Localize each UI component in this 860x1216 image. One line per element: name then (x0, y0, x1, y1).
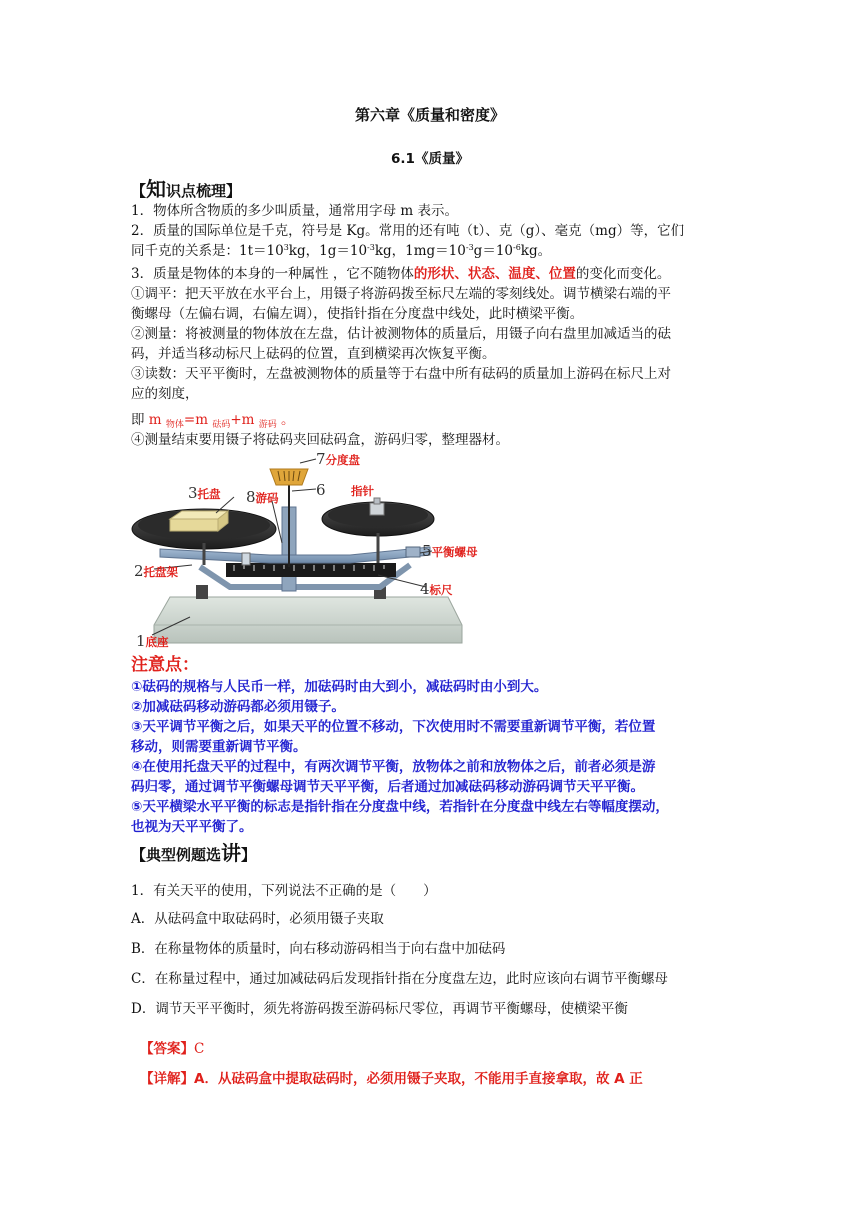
option-c: C．在称量过程中，通过加减砝码后发现指针指在分度盘左边，此时应该向右调节平衡螺母 (131, 971, 668, 987)
formula (149, 412, 295, 428)
kp-line-6: 衡螺母（左偏右调，右偏左调），使指针指在分度盘中线处，此时横梁平衡。 (131, 306, 584, 322)
exponent: -6 (513, 243, 521, 252)
kp-line-7: ②测量：将被测量的物体放在左盘，估计被测物体的质量后，用镊子向右盘里加减适当的砝 (131, 326, 671, 342)
note-4b: 码归零，通过调节平衡螺母调节天平平衡，后者通过加减砝码移动游码调节天平平衡。 (131, 779, 644, 795)
label-name: 指针 (350, 484, 374, 498)
explanation-line (140, 1070, 643, 1088)
note-2: ②加减砝码移动游码都必须用镊子。 (131, 699, 345, 715)
kp-line-10: 应的刻度， (131, 386, 199, 402)
answer-value: C (194, 1041, 205, 1057)
figure-label-pointer (316, 480, 374, 499)
note-3b: 移动，则需要重新调节平衡。 (131, 739, 307, 755)
heading-big-char: 讲 (221, 841, 242, 865)
heading-big-char: 知 (146, 177, 167, 201)
formula-m: m (148, 412, 166, 428)
option-d: D．调节天平平衡时，须先将游码拨至游码标尺零位，再调节平衡螺母，使横梁平衡 (131, 1001, 628, 1017)
figure-label-balance-nut (422, 541, 478, 560)
option-a: A．从砝码盒中取砝码时，必须用镊子夹取 (131, 911, 384, 927)
heading-bracket: 【 (131, 182, 147, 200)
figure-label-base (136, 631, 169, 650)
highlight-text: 的形状、状态、温度、位置 (413, 266, 576, 282)
label-number: 2 (134, 562, 144, 580)
example-heading (131, 842, 256, 866)
label-name: 托盘架 (143, 565, 179, 579)
formula-plus: +m (230, 412, 259, 428)
text-part: 3．质量是物体的本身的一种属性 ，它不随物体 (131, 266, 414, 282)
chapter-title: 第六章《质量和密度》 (354, 106, 505, 124)
formula-sub: 砝码 (212, 420, 231, 430)
unit-text: kg，1g＝10 (288, 243, 368, 259)
kp-line-1: 1．物体所含物质的多少叫质量，通常用字母 m 表示。 (131, 203, 458, 219)
label-name: 底座 (145, 635, 169, 649)
kp-line-11: ④测量结束要用镊子将砝码夹回砝码盒，游码归零，整理器材。 (131, 432, 509, 448)
label-number: 8 (246, 488, 256, 506)
label-number: 6 (316, 481, 326, 499)
explanation-label: 【详解】 (140, 1071, 194, 1087)
note-4a: ④在使用托盘天平的过程中，有两次调节平衡，放物体之前和放物体之后，前者必须是游 (131, 759, 656, 775)
label-name: 分度盘 (325, 453, 361, 467)
unit-text: 同千克的关系是：1t＝10 (131, 243, 284, 259)
formula-prefix: 即 (131, 412, 149, 428)
kp-line-3 (131, 242, 551, 260)
note-5a: ⑤天平横梁水平平衡的标志是指针指在分度盘中线，若指针在分度盘中线左右等幅度摆动， (131, 799, 669, 815)
balance-diagram (130, 447, 482, 655)
label-name: 托盘 (197, 487, 221, 501)
explanation-text: A．从砝码盒中提取砝码时，必须用镊子夹取，不能用手直接拿取，故 A 正 (194, 1071, 643, 1087)
formula-line (131, 411, 295, 429)
figure-label-dial (316, 449, 360, 468)
heading-part: 】 (241, 846, 257, 864)
formula-sub: 物体 (165, 420, 184, 430)
label-number: 7 (316, 450, 326, 468)
kp-line-4 (131, 265, 670, 283)
note-5b: 也视为天平平衡了。 (131, 819, 253, 835)
note-1: ①砝码的规格与人民币一样，加砝码时由大到小，减砝码时由小到大。 (131, 679, 548, 695)
text-part: 的变化而变化。 (575, 266, 671, 282)
label-number: 1 (136, 632, 146, 650)
answer-label: 【答案】 (140, 1041, 194, 1057)
unit-text: kg。 (520, 243, 552, 259)
figure-label-rider (246, 487, 279, 506)
label-number: 5 (422, 542, 432, 560)
kp-line-2: 2．质量的国际单位是千克，符号是 Kg。常用的还有吨（t）、克（g）、毫克（mg）等，它们 (131, 223, 685, 239)
option-b: B．在称量物体的质量时，向右移动游码相当于向右盘中加砝码 (131, 941, 506, 957)
question-stem: 1．有关天平的使用，下列说法不正确的是（ ） (131, 883, 437, 899)
kp-line-9: ③读数：天平平衡时，左盘被测物体的质量等于右盘中所有砝码的质量加上游码在标尺上对 (131, 366, 671, 382)
label-name: 平衡螺母 (431, 545, 478, 559)
notes-heading: 注意点： (131, 655, 199, 675)
figure-label-scale (420, 579, 453, 598)
kp-line-5: ①调平：把天平放在水平台上，用镊子将游码拨至标尺左端的零刻线处。调节横梁右端的平 (131, 286, 671, 302)
exponent: 3 (283, 243, 289, 252)
note-3a: ③天平调节平衡之后，如果天平的位置不移动，下次使用时不需要重新调节平衡，若位置 (131, 719, 656, 735)
exponent: -3 (465, 243, 474, 252)
label-name: 标尺 (429, 583, 453, 597)
answer-line (140, 1040, 204, 1058)
label-name: 游码 (255, 491, 279, 505)
formula-eq: =m (183, 412, 213, 428)
heading-rest: 识点梳理】 (166, 182, 242, 200)
knowledge-heading (131, 178, 241, 202)
unit-text: g＝10 (473, 243, 513, 259)
figure-label-pan-holder (134, 561, 178, 580)
formula-end: 。 (276, 412, 295, 428)
formula-sub: 游码 (258, 420, 277, 430)
label-number: 4 (420, 580, 430, 598)
label-number: 3 (188, 484, 198, 502)
heading-part: 【典型例题选 (131, 846, 222, 864)
exponent: -3 (367, 243, 375, 252)
kp-line-8: 码，并适当移动标尺上砝码的位置，直到横梁再次恢复平衡。 (131, 346, 496, 362)
section-title: 6.1《质量》 (391, 151, 469, 167)
unit-text: kg，1mg＝10 (374, 243, 466, 259)
figure-label-pan (188, 483, 221, 502)
